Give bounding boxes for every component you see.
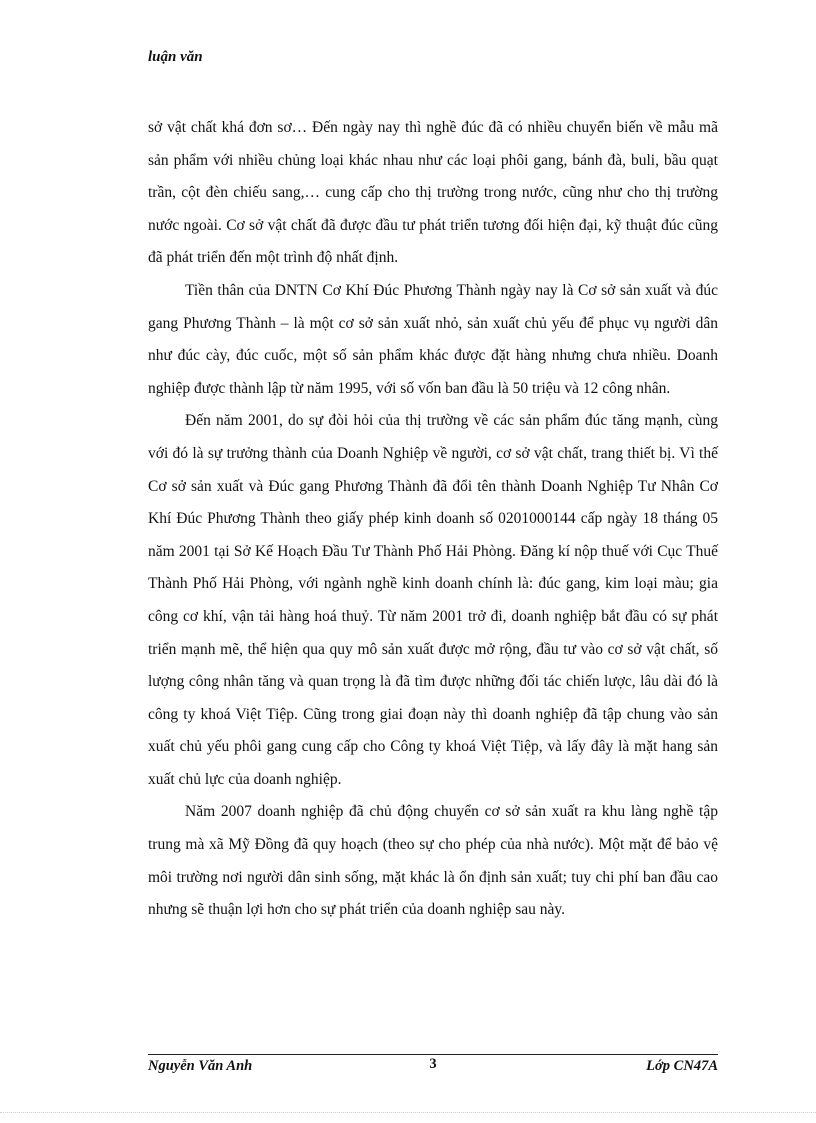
footer-class-code: Lớp CN47A <box>646 1058 718 1074</box>
page-footer <box>148 1058 718 1082</box>
document-header-title: luận văn <box>148 49 203 65</box>
body-paragraph: Năm 2007 doanh nghiệp đã chủ động chuyển cơ sở sản xuất ra khu làng nghề tập trung mà xã Mỹ Đồng đã quy hoạch (theo sự cho phép của nhà nước). Một mặt để bảo vệ môi trường nơi người dân sinh sống, mặt khác là ổn định sản xuất; tuy chi phí ban đầu cao nhưng sẽ thuận lợi hơn cho sự phát triển của doanh nghiệp sau này. <box>148 803 718 919</box>
document-body <box>148 112 718 927</box>
body-paragraph: sở vật chất khá đơn sơ… Đến ngày nay thì nghề đúc đã có nhiều chuyển biến về mẫu mã sản phẩm với nhiều chủng loại khác nhau như các loại phôi gang, bánh đà, buli, bầu quạt trần, cột đèn chiếu sang,… cung cấp cho thị trường trong nước, cũng như cho thị trường nước ngoài. Cơ sở vật chất đã được đầu tư phát triển tương đối hiện đại, kỹ thuật đúc cũng đã phát triển đến một trình độ nhất định. <box>148 119 718 267</box>
page-number: 3 <box>429 1056 437 1072</box>
footer-author: Nguyễn Văn Anh <box>148 1058 253 1074</box>
footer-divider <box>148 1054 718 1055</box>
body-paragraph: Tiền thân của DNTN Cơ Khí Đúc Phương Thành ngày nay là Cơ sở sản xuất và đúc gang Phương Thành – là một cơ sở sản xuất nhỏ, sản xuất chủ yếu để phục vụ người dân như đúc cày, đúc cuốc, một số sản phẩm khác được đặt hàng nhưng chưa nhiều. Doanh nghiệp được thành lập từ năm 1995, với số vốn ban đầu là 50 triệu và 12 công nhân. <box>148 281 718 397</box>
page-bottom-border <box>0 1112 816 1113</box>
body-paragraph: Đến năm 2001, do sự đòi hỏi của thị trường về các sản phẩm đúc tăng mạnh, cùng với đó là sự trưởng thành của Doanh Nghiệp về người, cơ sở vật chất, trang thiết bị. Vì thế Cơ sở sản xuất và Đúc gang Phương Thành đã đổi tên thành Doanh Nghiệp Tư Nhân Cơ Khí Đúc Phương Thành theo giấy phép kinh doanh số 0201000144 cấp ngày 18 tháng 05 năm 2001 tại Sở Kế Hoạch Đầu Tư Thành Phố Hải Phòng. Đăng kí nộp thuế với Cục Thuế Thành Phố Hải Phòng, với ngành nghề kinh doanh chính là: đúc gang, kim loại màu; gia công cơ khí, vận tải hàng hoá thuỷ. Từ năm 2001 trở đi, doanh nghiệp bắt đầu có sự phát triển mạnh mẽ, thể hiện qua quy mô sản xuất được mở rộng, đầu tư vào cơ sở vật chất, số lượng công nhân tăng và quan trọng là đã tìm được những đối tác chiến lược, lâu dài đó là công ty khoá Việt Tiệp. Cũng trong giai đoạn này thì doanh nghiệp đã tập chung vào sản xuất chủ yếu phôi gang cung cấp cho Công ty khoá Việt Tiệp, và lấy đây là mặt hang sản xuất chủ lực của doanh nghiệp. <box>148 412 718 788</box>
